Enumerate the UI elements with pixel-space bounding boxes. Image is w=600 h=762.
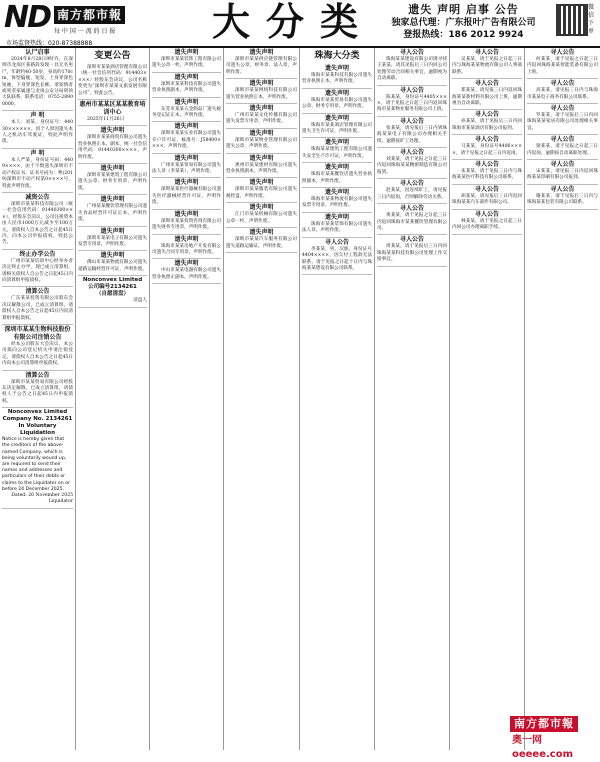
ad-body: 梁某某，请于见报之日起三日内返岗，逾期按自动离职处理。 bbox=[527, 144, 598, 156]
ad-heading: 寻人公告 bbox=[474, 161, 499, 169]
ad-body: 胡某某，请见报后三日内返回珠海某某汽车部件有限公司。 bbox=[452, 193, 522, 206]
english-notice bbox=[2, 408, 73, 509]
ad-heading: 寻人公告 bbox=[474, 111, 499, 119]
header-info bbox=[376, 3, 551, 41]
classified-ad bbox=[226, 228, 297, 253]
header-hotline: 登报热线：186 2012 9924 bbox=[403, 30, 524, 40]
ad-heading: 遗失声明 bbox=[100, 127, 125, 135]
ad-body: 谢某某，请于见报后三日内与珠海某某包装有限公司联系。 bbox=[527, 193, 598, 206]
classified-ad bbox=[152, 154, 221, 179]
classified-ad bbox=[78, 100, 147, 126]
header-agent: 独家总代理：广东报叶广告有限公司 bbox=[391, 18, 536, 28]
ad-heading: 遗失声明 bbox=[249, 204, 274, 212]
ad-body: 深圳市某某投资咨询有限公司遗失财务专用章，声明作废。 bbox=[152, 218, 221, 231]
ad-list bbox=[377, 48, 447, 267]
classified-ad bbox=[226, 203, 297, 228]
ad-heading: 遗失声明 bbox=[249, 179, 274, 187]
ad-body: 深圳市某某服装有限公司遗失税控盘，声明作废。 bbox=[226, 187, 297, 199]
ad-body: 吴某某，请于见报之日起三日内与珠海某某物流有限公司人事部联系。 bbox=[452, 57, 522, 75]
column-c bbox=[150, 48, 224, 750]
qr-label: 微信下单 bbox=[588, 4, 595, 35]
column-a bbox=[0, 48, 76, 750]
page-title: 大分类 bbox=[212, 0, 375, 44]
notice-sign: 清盘人 bbox=[133, 298, 147, 304]
ad-heading: 遗失声明 bbox=[324, 65, 349, 72]
classified-ad bbox=[302, 138, 372, 163]
classified-ad bbox=[152, 210, 221, 235]
ad-body: 深圳市某某装饰工程有限公司遗失公章一枚，声明作废。 bbox=[152, 57, 221, 69]
ad-heading: 遗失声明 bbox=[324, 189, 349, 197]
ad-body: 惠州市某某建材有限公司遗失营业执照副本，声明作废。 bbox=[226, 162, 297, 175]
classified-ad bbox=[152, 48, 221, 73]
classified-ad bbox=[2, 149, 73, 193]
ad-body: 深圳市某某科技有限公司（统一社会信用代码：91440300×××），经股东会决议，公司注册资本由人民币1000万元减少至100万元。请债权人自本公告之日起45日内，向本公司申报债权。特此公告。 bbox=[2, 201, 73, 246]
ad-list bbox=[152, 48, 221, 284]
classified-ad bbox=[302, 89, 372, 114]
ad-heading: 遗失声明 bbox=[249, 154, 274, 162]
ad-heading: 寻人公告 bbox=[324, 238, 349, 246]
ad-heading: 声 明 bbox=[30, 112, 45, 120]
ad-body: 何某某，请于见报之日起三日内返回珠海某某智能装备有限公司上班。 bbox=[527, 57, 598, 75]
ad-body: 深圳市某某商贸有限公司遗失营业执照正本、副本，统一社会信用代码：91440300××××，声明作废。 bbox=[78, 135, 147, 160]
ad-body: 广州市某某文化传播有限公司遗失发票专用章，声明作废。 bbox=[226, 113, 297, 125]
classified-ad bbox=[452, 48, 522, 79]
ad-body: 周某某，请于见报后三日内回珠海某某科技有限公司处理工作交接事宜。 bbox=[377, 244, 447, 263]
ad-heading: 寻人公告 bbox=[399, 180, 424, 188]
ad-body: 朱某某，请于见报三日内与珠海某某医疗科技有限公司联系。 bbox=[452, 169, 522, 181]
column-heading: 珠海大分类 bbox=[314, 51, 360, 61]
ad-body: 孙某某，请于见报后三日内回珠海市某某酒店有限公司报到。 bbox=[452, 119, 522, 131]
ad-body: 2024年8月28日9时许，在深圳市龙岗区某路段发现一具无名男尸，年龄约40-50岁，身高约170cm，体型偏瘦，短发，上身穿深色短袖，下身穿深色长裤。请知情者或死者家属速与龙岗公安分局刑侦大队联系，联系电话：0755-28900000。 bbox=[2, 57, 73, 107]
classified-ad bbox=[2, 193, 73, 250]
ad-body: 深圳市某某电子有限公司遗失发票专用章，声明作废。 bbox=[78, 235, 147, 247]
classified-ad bbox=[302, 238, 372, 276]
ad-heading: 遗失声明 bbox=[174, 179, 199, 187]
ad-heading: 遗失声明 bbox=[100, 252, 125, 260]
ad-heading: 寻人公告 bbox=[550, 185, 575, 193]
ad-list bbox=[302, 64, 372, 275]
ad-heading: 终止办学公告 bbox=[19, 250, 56, 258]
ad-heading: 遗失声明 bbox=[324, 213, 349, 221]
ad-heading: 遗失声明 bbox=[174, 123, 199, 131]
ad-body: 刘某某，请于见报之日起三日内返回珠海某某精密制造有限公司报到。 bbox=[377, 157, 447, 175]
classified-ad bbox=[452, 185, 522, 210]
ad-heading: 深圳市某某生物科技股份有限公司注销公告 bbox=[4, 326, 71, 341]
classified-ad bbox=[377, 235, 447, 266]
classified-ad bbox=[377, 117, 447, 148]
ad-body: 珠海市某某装饰有限公司遗失法人章，声明作废。 bbox=[302, 221, 372, 234]
ad-body: 高某某，请见报三日内与珠海市某某电子商务有限公司联系。 bbox=[527, 88, 598, 100]
ad-body: 广州某某餐饮管理有限公司遗失食品经营许可证正本，声明作废。 bbox=[78, 204, 147, 223]
ad-heading: 遗失声明 bbox=[174, 98, 199, 106]
ad-body: 2025年11月26日 bbox=[87, 117, 125, 123]
ad-body: 李某某，男，汉族，身份证号4404××××，因欠付工程款无法联系，请于见报之日起十日内与珠海某某建设有限公司联系。 bbox=[302, 246, 372, 271]
english-notice-number: Company No. 2134261 bbox=[2, 416, 73, 423]
notice-number: 公司编号2134261 bbox=[88, 284, 137, 291]
classified-ad bbox=[78, 251, 147, 276]
classified-ad bbox=[377, 86, 447, 117]
classified-ad bbox=[377, 204, 447, 235]
ad-body: 江门市某某机械有限公司遗失公章一枚，声明作废。 bbox=[226, 212, 297, 224]
ad-heading: 寻人公告 bbox=[550, 161, 575, 169]
classified-ad bbox=[452, 110, 522, 135]
classified-ad bbox=[452, 135, 522, 160]
ad-heading: 遗失声明 bbox=[324, 114, 349, 122]
ad-body: 东莞市某某五金制品厂遗失税务登记证正本，声明作废。 bbox=[152, 106, 221, 119]
ad-body: 珠海市某某房地产开发有限公司遗失合同专用章，声明作废。 bbox=[152, 243, 221, 255]
column-h bbox=[525, 48, 600, 750]
classified-ad bbox=[527, 79, 598, 104]
ad-body: 深圳市某某建筑工程有限公司遗失公章、财务专用章，声明作废。 bbox=[78, 173, 147, 191]
classified-ad bbox=[302, 188, 372, 213]
ad-heading: 清算公告 bbox=[25, 371, 50, 379]
ad-body: 深圳某某医疗器械有限公司遗失医疗器械经营许可证，声明作废。 bbox=[152, 187, 221, 206]
classified-ad bbox=[527, 104, 598, 135]
ad-heading: 遗失声明 bbox=[174, 260, 199, 268]
ad-body: 珠海市某某物流有限公司遗失发票专用章，声明作废。 bbox=[302, 197, 372, 209]
ad-heading: 寻人公告 bbox=[550, 136, 575, 144]
classified-ad bbox=[452, 210, 522, 235]
ad-body: 深圳市某某贸易有限公司经股东决定解散，已成立清算组，请债权人于公告之日起45日内申报债权。 bbox=[2, 379, 73, 404]
qr-code[interactable] bbox=[556, 4, 588, 36]
classified-ad bbox=[302, 213, 372, 238]
ad-list bbox=[452, 48, 522, 235]
ad-heading: 寻人公告 bbox=[399, 49, 424, 56]
ad-heading: 遗失声明 bbox=[100, 227, 125, 235]
classified-ad bbox=[2, 325, 73, 371]
ad-heading: 寻人公告 bbox=[474, 136, 499, 144]
ad-heading: 遗失声明 bbox=[100, 196, 125, 204]
ad-body: 深圳市某某网络科技有限公司遗失营业执照正本，声明作废。 bbox=[226, 88, 297, 100]
classified-ad bbox=[302, 64, 372, 89]
classified-ad bbox=[226, 129, 297, 154]
ad-body: 珠海市某某餐饮店遗失营业执照副本，声明作废。 bbox=[302, 172, 372, 184]
ad-heading: 遗失声明 bbox=[174, 235, 199, 243]
ad-heading: 寻人公告 bbox=[474, 210, 499, 218]
ad-heading: 清算公告 bbox=[25, 288, 50, 296]
ad-body: 罗某某，请于见报后三日内回珠海某某家居有限公司处理相关事宜。 bbox=[527, 113, 598, 131]
classified-ad bbox=[226, 154, 297, 179]
notice-company: Nonconvex Limited bbox=[82, 277, 143, 284]
ad-body: 马某某，身份证号4406××××，请于见报之日起三日内返岗。 bbox=[452, 144, 522, 156]
ad-heading: 遗失声明 bbox=[100, 165, 125, 173]
ad-body: 佛山市某某物流有限公司遗失道路运输经营许可证，声明作废。 bbox=[78, 260, 147, 272]
ad-body: 广东某某投资有限公司股东会决议解散公司，已成立清算组，请债权人自本公告之日起45日内向清算组申报债权。 bbox=[2, 296, 73, 321]
ad-heading: 惠州市某某区某某教育培训中心 bbox=[79, 101, 146, 117]
ad-body: 珠海市某某酒店管理有限公司遗失卫生许可证，声明作废。 bbox=[302, 122, 372, 135]
logo-mark: ND bbox=[4, 0, 51, 35]
logo-slogan: 每 中 国 一 流 的 日 报 bbox=[54, 28, 116, 35]
classified-ad bbox=[2, 250, 73, 288]
ad-body: 珠海某某建筑工程有限公司遗失安全生产许可证，声明作废。 bbox=[302, 147, 372, 159]
column-f bbox=[375, 48, 450, 750]
classified-ad bbox=[452, 160, 522, 185]
ad-body: 珠海某某建设有限公司现寻找王某某，请其见报后三日内回公司处理劳动合同相关事宜，逾期视为自动离职。 bbox=[377, 57, 447, 82]
ad-body: 深圳市某某科技有限公司遗失营业执照副本，声明作废。 bbox=[152, 81, 221, 94]
ad-body: 郑某某，请见报三日内返回珠海某某新材料有限公司上班，逾期视为自动离职。 bbox=[452, 88, 522, 107]
chinese-notice bbox=[78, 276, 147, 307]
classified-ad bbox=[78, 195, 147, 226]
ad-heading: 寻人公告 bbox=[474, 185, 499, 193]
ad-list bbox=[527, 48, 598, 210]
column-d bbox=[224, 48, 300, 750]
ad-body: 中山市某某电器有限公司遗失营业执照正副本，声明作废。 bbox=[152, 268, 221, 280]
ad-heading: 寻人公告 bbox=[399, 205, 424, 213]
ad-body: 张某某，请见报后三日内到珠海某某电子有限公司办理相关手续，逾期按旷工处理。 bbox=[377, 125, 447, 144]
classified-ad bbox=[152, 178, 221, 209]
classified-ad bbox=[78, 164, 147, 195]
ad-heading: 遗失声明 bbox=[249, 105, 274, 113]
ad-heading: 遗失声明 bbox=[324, 164, 349, 172]
classified-ad bbox=[152, 122, 221, 153]
supervision-hotline: 市场监督热线：020-87388888 bbox=[6, 40, 93, 47]
classified-ad bbox=[2, 287, 73, 325]
ad-heading: 遗失声明 bbox=[174, 49, 199, 56]
classified-ad bbox=[226, 178, 297, 203]
classified-ad bbox=[152, 98, 221, 123]
classified-ad bbox=[377, 48, 447, 86]
english-notice-sign: Dated: 26 November 2025 Liquidator bbox=[11, 493, 73, 505]
ad-heading: 遗失声明 bbox=[174, 154, 199, 162]
ad-heading: 遗失声明 bbox=[249, 49, 274, 56]
classified-ad bbox=[152, 73, 221, 98]
notice-status: （自愿清盘） bbox=[95, 291, 129, 298]
footer-site[interactable]: 奥一网 oeeee.com bbox=[512, 735, 574, 760]
ad-heading: 寻人公告 bbox=[399, 236, 424, 244]
ad-list bbox=[2, 48, 73, 408]
ad-heading: 遗失声明 bbox=[324, 139, 349, 147]
ad-heading: 遗失声明 bbox=[249, 80, 274, 88]
ad-body: 林某某，请于见报之日起三日内回公司办理离职手续。 bbox=[452, 218, 522, 231]
column-heading: 变更公告 bbox=[94, 51, 131, 61]
classified-ad bbox=[2, 111, 73, 149]
classified-ad bbox=[226, 104, 297, 129]
ad-heading: 寻人公告 bbox=[399, 86, 424, 94]
ad-heading: 寻人公告 bbox=[550, 49, 575, 56]
ad-body: 广州市某某培训中心经举办者决定终止办学，现已成立清算组，请相关债权人自公告之日起45日内向清算组申报债权。 bbox=[2, 258, 73, 283]
ad-body: 珠海市某某贸易有限公司遗失公章、财务专用章，声明作废。 bbox=[302, 97, 372, 110]
classified-ad bbox=[527, 135, 598, 160]
column-g bbox=[450, 48, 525, 750]
column-b bbox=[76, 48, 150, 750]
masthead bbox=[0, 0, 600, 48]
classified-ad bbox=[2, 371, 73, 409]
ad-heading: 遗失声明 bbox=[249, 229, 274, 237]
ad-body: 赵某某，因连续旷工，请见报三日内返岗，否则解除劳动关系。 bbox=[377, 188, 447, 200]
ad-heading: 寻人公告 bbox=[550, 105, 575, 113]
ad-heading: 遗失声明 bbox=[174, 73, 199, 81]
english-notice-body: Notice is hereby given that the creditors of the above-named Company, which is being voluntarily wound up, are required to send their names and addresses and particulars of their debts or claims to the Liquidator on or before 24 December 2025. bbox=[2, 437, 70, 492]
classified-ad bbox=[377, 148, 447, 179]
ad-body: 本人：刘某，身份证号：44030××××××，因个人原因遗失本人之机动车驾驶证，特此声明作废。 bbox=[2, 120, 73, 145]
ad-body: 深圳市某某物业管理有限公司遗失公章，声明作废。 bbox=[226, 137, 297, 150]
english-notice-company: Nonconvex Limited bbox=[7, 409, 68, 416]
classified-ad bbox=[2, 48, 73, 111]
classified-ad bbox=[78, 227, 147, 252]
ad-body: 深圳市某某酒店管理有限公司（统一社会信用代码：914403××××）经股东会决议，公司名称变更为“深圳市某某文旅发展有限公司”，特此公告。 bbox=[78, 65, 147, 96]
classified-ad bbox=[452, 79, 522, 110]
footer-logo[interactable] bbox=[510, 716, 600, 760]
ad-heading: 减资公告 bbox=[25, 193, 50, 201]
classified-ad bbox=[226, 79, 297, 104]
footer-brand: 南方都市報 bbox=[510, 716, 578, 732]
classified-ad bbox=[302, 114, 372, 139]
classified-ad bbox=[377, 179, 447, 204]
logo-name: 南方都市報 bbox=[54, 6, 125, 24]
ad-body: 黄某某，请于见报之日起三日内返回珠海市某某餐饮管理有限公司。 bbox=[377, 213, 447, 231]
ad-body: 深圳市某某实业有限公司遗失开户许可证，核准号：J58400××××，声明作废。 bbox=[152, 131, 221, 150]
ad-heading: 寻人公告 bbox=[474, 80, 499, 88]
ad-body: 本人严某，身份证号码：4409××××，由于不慎遗失深圳市不动产权证书，证书号码为：粤(2019)深圳市不动产权第0××××号，特此声明作废。 bbox=[2, 157, 73, 189]
classified-ad bbox=[527, 160, 598, 185]
classified-ad bbox=[527, 48, 598, 79]
classified-ad bbox=[527, 185, 598, 210]
newspaper-logo bbox=[4, 0, 152, 47]
ad-body: 宋某某，请见报三日内返回珠海某某印刷有限公司报到。 bbox=[527, 169, 598, 181]
classified-ad bbox=[152, 259, 221, 284]
classified-ad bbox=[226, 48, 297, 79]
classified-ad bbox=[78, 126, 147, 164]
classified-ad bbox=[152, 235, 221, 260]
column-e bbox=[300, 48, 375, 750]
ad-list bbox=[78, 64, 147, 276]
ad-heading: 声 明 bbox=[30, 149, 45, 157]
ad-heading: 遗失声明 bbox=[249, 129, 274, 137]
ad-heading: 寻人公告 bbox=[550, 80, 575, 88]
ad-heading: 寻人公告 bbox=[399, 117, 424, 125]
ad-heading: 认尸启事 bbox=[25, 49, 50, 56]
ad-heading: 寻人公告 bbox=[474, 49, 499, 56]
ad-body: 珠海市某某科技有限公司遗失营业执照正本，声明作废。 bbox=[302, 73, 372, 85]
classified-ad bbox=[78, 64, 147, 100]
header-categories: 遗失 声明 启事 公告 bbox=[408, 3, 519, 16]
ad-body: 陈某某，身份证号4405××××，请于见报之日起三日内返回珠海市某某物业服务有限公司上班。 bbox=[377, 94, 447, 113]
english-notice-status: In Voluntary Liquidation bbox=[18, 423, 57, 437]
classified-ad bbox=[302, 163, 372, 188]
ad-body: 深圳市某某汽车服务有限公司遗失道路运输证，声明作废。 bbox=[226, 237, 297, 249]
ad-body: 广州市某某贸易有限公司遗失法人章（李某某），声明作废。 bbox=[152, 162, 221, 175]
ad-body: 经本公司股东大会决议，本公司拟向公司登记机关申请注销登记，请债权人自本公告之日起45日内向本公司清算组申报债权。 bbox=[2, 342, 73, 367]
ad-heading: 遗失声明 bbox=[324, 89, 349, 97]
ad-heading: 寻人公告 bbox=[399, 149, 424, 157]
ad-body: 深圳市某某供应链管理有限公司遗失公章、财务章、法人章，声明作废。 bbox=[226, 57, 297, 75]
ad-heading: 遗失声明 bbox=[174, 210, 199, 218]
ad-list bbox=[226, 48, 297, 253]
